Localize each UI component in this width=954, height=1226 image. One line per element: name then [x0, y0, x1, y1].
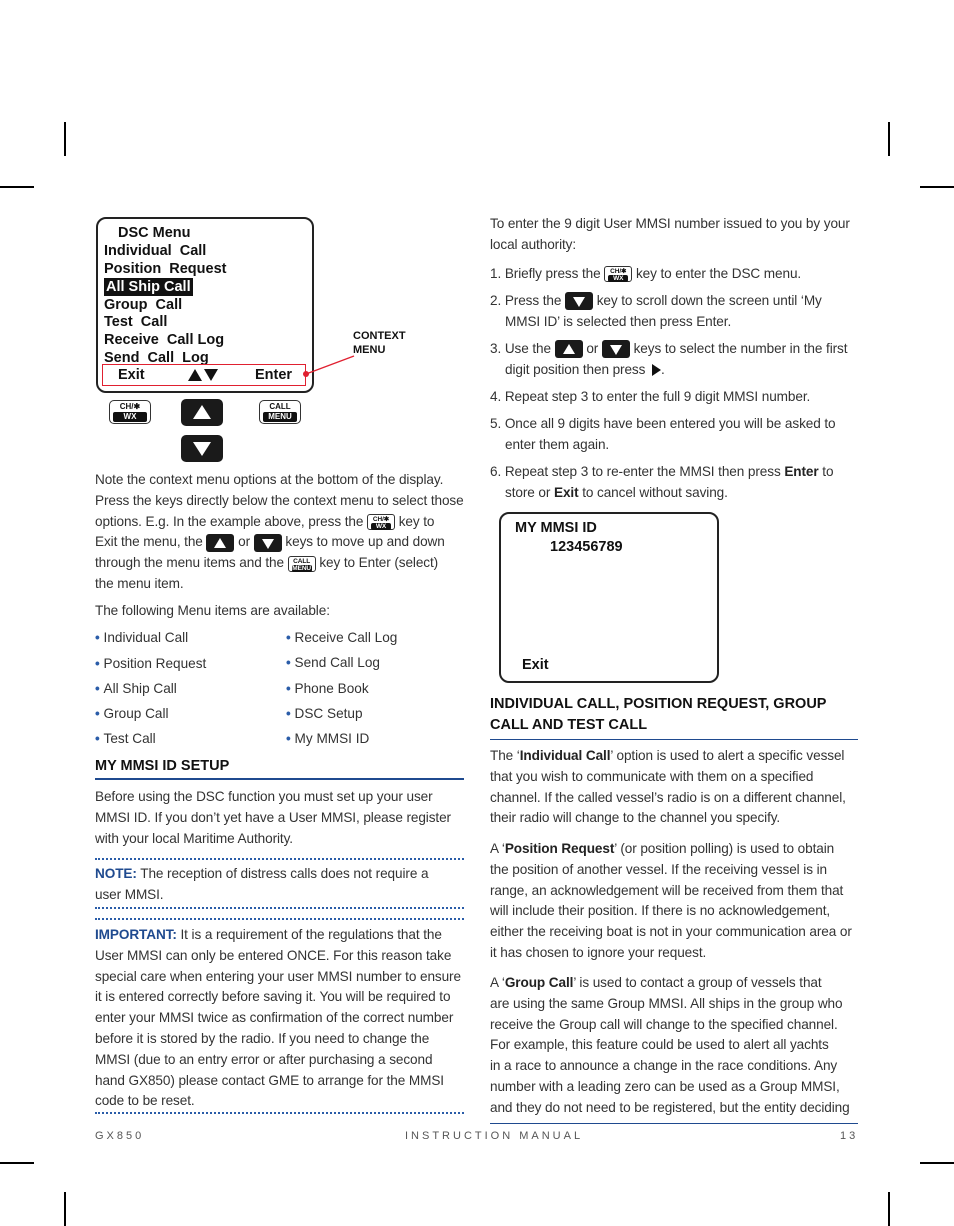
menu-list-item: • Send Call Log [286, 655, 380, 670]
context-exit: Exit [522, 657, 549, 673]
display-item: Group Call [104, 297, 183, 313]
step-2: 2. Press the key to scroll down the screen until ‘My MMSI ID’ is selected then press Enter. [490, 293, 822, 329]
crop-mark [888, 1192, 890, 1226]
display-item: Test Call [104, 314, 168, 330]
section-heading-setup: MY MMSI ID SETUP [95, 758, 230, 774]
display-item: Individual Call [104, 243, 207, 259]
step-6: 6. Repeat step 3 to re-enter the MMSI then press Enter to store or Exit to cancel without saving. [490, 464, 834, 500]
footer-title: INSTRUCTION MANUAL [405, 1130, 584, 1142]
up-key-inline [206, 534, 234, 552]
heading-rule [490, 739, 858, 740]
context-exit: Exit [118, 367, 145, 383]
menu-list-item: • Individual Call [95, 630, 189, 645]
section-heading-calls: INDIVIDUAL CALL, POSITION REQUEST, GROUP CALL AND TEST CALL [490, 696, 827, 733]
page-number: 13 [840, 1130, 859, 1142]
mmsi-number: 123456789 [550, 539, 623, 555]
down-key-inline [254, 534, 282, 552]
step-4: 4. Repeat step 3 to enter the full 9 digit MMSI number. [490, 389, 811, 404]
ch-wx-key-inline: CH/✱ WX [604, 266, 632, 282]
dotted-divider [95, 907, 464, 909]
dotted-divider [95, 858, 464, 860]
callout-line [300, 350, 360, 380]
following-label: The following Menu items are available: [95, 603, 330, 618]
dotted-divider [95, 1112, 464, 1114]
intro-paragraph: To enter the 9 digit User MMSI number issued to you by your local authority: [490, 216, 850, 252]
down-key-inline [565, 292, 593, 310]
crop-mark [888, 122, 890, 156]
footer-model: GX850 [95, 1130, 145, 1142]
crop-mark [64, 122, 66, 156]
display-item: Send Call Log [104, 350, 209, 366]
display-item: Receive Call Log [104, 332, 225, 348]
display-item: Position Request [104, 261, 227, 277]
heading-rule [95, 778, 464, 780]
right-arrow-icon [652, 364, 661, 376]
menu-list-item: • All Ship Call [95, 681, 177, 696]
note-box: NOTE: The reception of distress calls does not require a user MMSI. [95, 866, 429, 902]
up-key-inline [555, 340, 583, 358]
step-3: 3. Use the or keys to select the number in the first digit position then press . [490, 341, 848, 377]
up-down-arrows-icon [187, 368, 219, 387]
display-title: MY MMSI ID [515, 520, 597, 536]
step-1: 1. Briefly press the CH/✱ WX key to enter the DSC menu. [490, 266, 802, 283]
crop-mark [920, 1162, 954, 1164]
up-key[interactable] [181, 399, 223, 426]
position-request-paragraph: A ‘Position Request’ (or position polling) is used to obtain the position of another vessel. If the receiving vessel is in range, an acknowledgement will be received from them that will include their position. If there is no acknowledgement, either the receiving boat is not in your communication area or it has chosen to ignore your request. [490, 841, 852, 960]
menu-list-item: • Receive Call Log [286, 630, 398, 645]
ch-wx-key[interactable]: CH/✱ WX [109, 400, 151, 424]
setup-paragraph: Before using the DSC function you must set up your user MMSI ID. If you don’t yet have a User MMSI, please register with your local Maritime Authority. [95, 789, 451, 846]
context-enter: Enter [255, 367, 293, 383]
display-title: DSC Menu [118, 225, 191, 241]
menu-list-item: • Position Request [95, 656, 207, 671]
ch-wx-key-inline: CH/✱ WX [367, 514, 395, 530]
down-key[interactable] [181, 435, 223, 462]
call-menu-key[interactable]: CALL MENU [259, 400, 301, 424]
call-menu-key-inline: CALL MENU [288, 556, 316, 572]
crop-mark [64, 1192, 66, 1226]
dotted-divider [95, 918, 464, 920]
display-item-selected: All Ship Call [106, 279, 191, 295]
menu-list-item: • Test Call [95, 731, 156, 746]
menu-list-item: • My MMSI ID [286, 731, 370, 746]
footer-rule [490, 1123, 858, 1124]
important-box: IMPORTANT: It is a requirement of the regulations that the User MMSI can only be entered ONCE. For this reason take special care when entering your user MMSI number to ensure it is entered correctly before saving it. You will be required to enter your MMSI twice as confirmation of the correct number before it is stored by the radio. If you need to change the MMSI (due to an entry error or after purchasing a second hand GX850) please contact GME to arrange for the MMSI code to be reset. [95, 927, 461, 1109]
menu-list-item: • Group Call [95, 706, 169, 721]
step-5: 5. Once all 9 digits have been entered you will be asked to enter them again. [490, 416, 836, 452]
crop-mark [0, 1162, 34, 1164]
crop-mark [0, 186, 34, 188]
individual-call-paragraph: The ‘Individual Call’ option is used to alert a specific vessel that you wish to communicate with them on a specified channel. If the called vessel’s radio is on a different channel, their radio will change to the channel you specify. [490, 748, 846, 826]
context-note-paragraph: Note the context menu options at the bottom of the display. Press the keys directly below the context menu to select those options. E.g. In the example above, press the CH/✱ WX key to Exit the menu, the or keys to move up and down through the menu items and the CALL MENU key to Enter (select) the menu item. [95, 472, 464, 591]
menu-list-item: • DSC Setup [286, 706, 363, 721]
menu-list-item: • Phone Book [286, 681, 369, 696]
group-call-paragraph: A ‘Group Call’ is used to contact a group of vessels that are using the same Group MMSI. All ships in the group who receive the Group call will change to the specified channel. For example, this feature could be used to alert all yachts in a race to announce a change in the race conditions. Any number with a leading zero can be used as a Group MMSI, and they do not need to be registered, but the entity deciding [490, 975, 850, 1115]
crop-mark [920, 186, 954, 188]
down-key-inline [602, 340, 630, 358]
context-menu-label: CONTEXT MENU [353, 330, 406, 356]
